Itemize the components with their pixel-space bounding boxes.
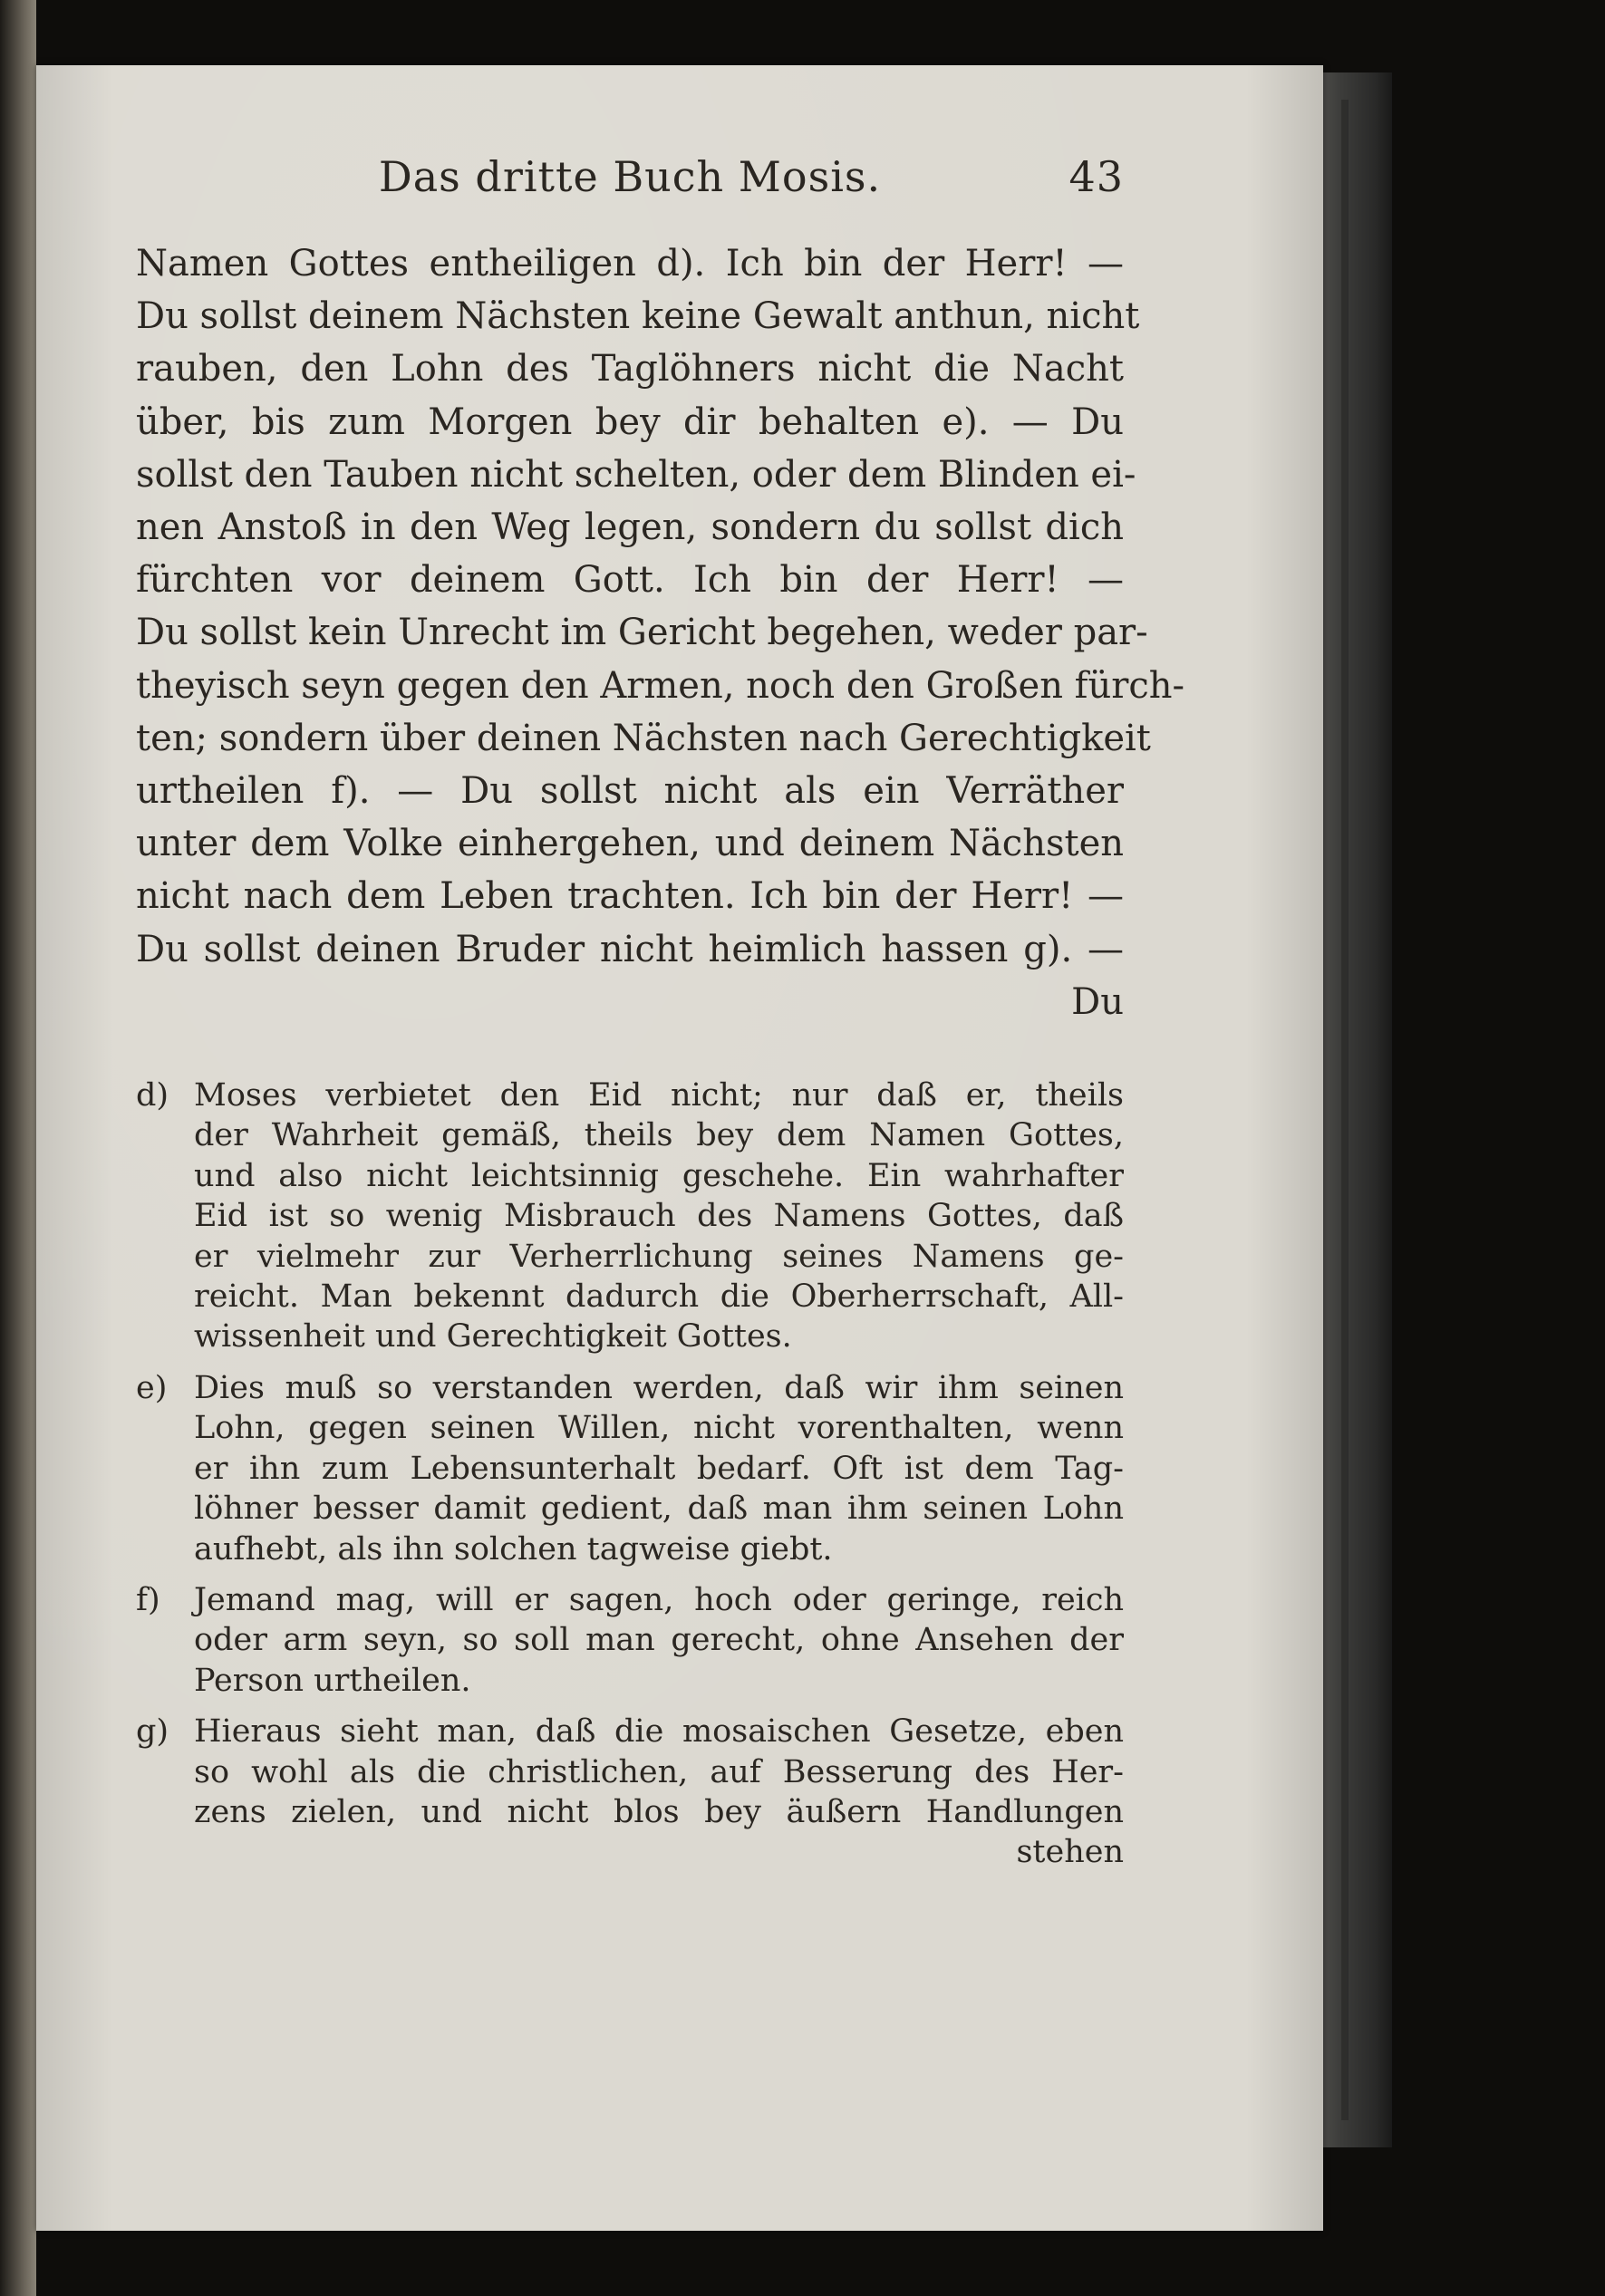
footnote-line: Hieraus sieht man, daß die mosaischen Gesetze, eben (194, 1713, 1124, 1751)
text-line: Du sollst kein Unrecht im Gericht begehen, weder par- (136, 612, 1148, 654)
footnote-mark: f) (136, 1581, 160, 1618)
text-line: nicht nach dem Leben trachten. Ich bin der Herr! — (136, 875, 1124, 918)
text-block (136, 136, 1185, 1884)
footnote-line: der Wahrheit gemäß, theils bey dem Namen Gottes, (194, 1117, 1124, 1154)
footnote-line: Lohn, gegen seinen Willen, nicht vorenthalten, wenn (194, 1410, 1124, 1447)
main-text (136, 237, 1185, 1028)
text-line: Du sollst deinen Bruder nicht heimlich hassen g). — (136, 928, 1124, 970)
page-number: 43 (1068, 152, 1124, 201)
footnote-line: Person urtheilen. (194, 1662, 471, 1699)
text-line: fürchten vor deinem Gott. Ich bin der Herr! — (136, 559, 1124, 602)
footnote-line: reicht. Man bekennt dadurch die Oberherrschaft, All- (194, 1278, 1124, 1316)
text-line: theyisch seyn gegen den Armen, noch den Großen fürch- (136, 664, 1185, 707)
footnote-line: so wohl als die christlichen, auf Besserung des Her- (194, 1753, 1124, 1790)
footnote-f (136, 1580, 1124, 1701)
text-line: ten; sondern über deinen Nächsten nach Gerechtigkeit (136, 717, 1151, 759)
footnote-line: Eid ist so wenig Misbrauch des Namens Gottes, daß (194, 1198, 1124, 1235)
footnote-line: Jemand mag, will er sagen, hoch oder geringe, reich (194, 1581, 1124, 1618)
text-line: urtheilen f). — Du sollst nicht als ein Verräther (136, 770, 1124, 813)
footnote-mark: e) (136, 1369, 168, 1406)
footnote-line: aufhebt, als ihn solchen tagweise giebt. (194, 1530, 833, 1568)
footnotes (136, 1076, 1124, 1873)
footnote-catchword: stehen (1016, 1834, 1124, 1871)
footnote-mark: d) (136, 1077, 169, 1114)
footnote-line: er vielmehr zur Verherrlichung seines Namens ge- (194, 1238, 1124, 1275)
previous-page-edge (0, 0, 36, 2296)
footnote-g (136, 1712, 1124, 1873)
text-line: Namen Gottes entheiligen d). Ich bin der Herr! — (136, 243, 1124, 285)
text-line: sollst den Tauben nicht schelten, oder dem Blinden ei- (136, 453, 1136, 496)
text-line: über, bis zum Morgen bey dir behalten e). — Du (136, 400, 1124, 443)
footnote-d (136, 1076, 1124, 1357)
catchword: Du (1071, 980, 1124, 1023)
footnote-line: und also nicht leichtsinnig geschehe. Ein wahrhafter (194, 1157, 1124, 1194)
footnote-e (136, 1368, 1124, 1569)
footnote-line: oder arm seyn, so soll man gerecht, ohne Ansehen der (194, 1622, 1124, 1659)
footnote-line: Dies muß so verstanden werden, daß wir ihm seinen (194, 1369, 1124, 1406)
running-head: Das dritte Buch Mosis. (378, 152, 882, 201)
running-head-row (136, 136, 1124, 217)
footnote-line: er ihn zum Lebensunterhalt bedarf. Oft ist dem Tag- (194, 1450, 1124, 1487)
text-line: rauben, den Lohn des Taglöhners nicht die Nacht (136, 348, 1124, 391)
text-line: nen Anstoß in den Weg legen, sondern du sollst dich (136, 506, 1124, 549)
text-line: unter dem Volke einhergehen, und deinem Nächsten (136, 823, 1124, 865)
footnote-line: zens zielen, und nicht blos bey äußern Handlungen (194, 1793, 1124, 1830)
footnote-line: wissenheit und Gerechtigkeit Gottes. (194, 1318, 792, 1355)
footnote-line: Moses verbietet den Eid nicht; nur daß er, theils (194, 1077, 1124, 1114)
footnote-mark: g) (136, 1713, 169, 1751)
text-line: Du sollst deinem Nächsten keine Gewalt anthun, nicht (136, 295, 1140, 338)
book-cover-ridge (1341, 100, 1349, 2120)
footnote-line: löhner besser damit gedient, daß man ihm seinen Lohn (194, 1490, 1124, 1528)
